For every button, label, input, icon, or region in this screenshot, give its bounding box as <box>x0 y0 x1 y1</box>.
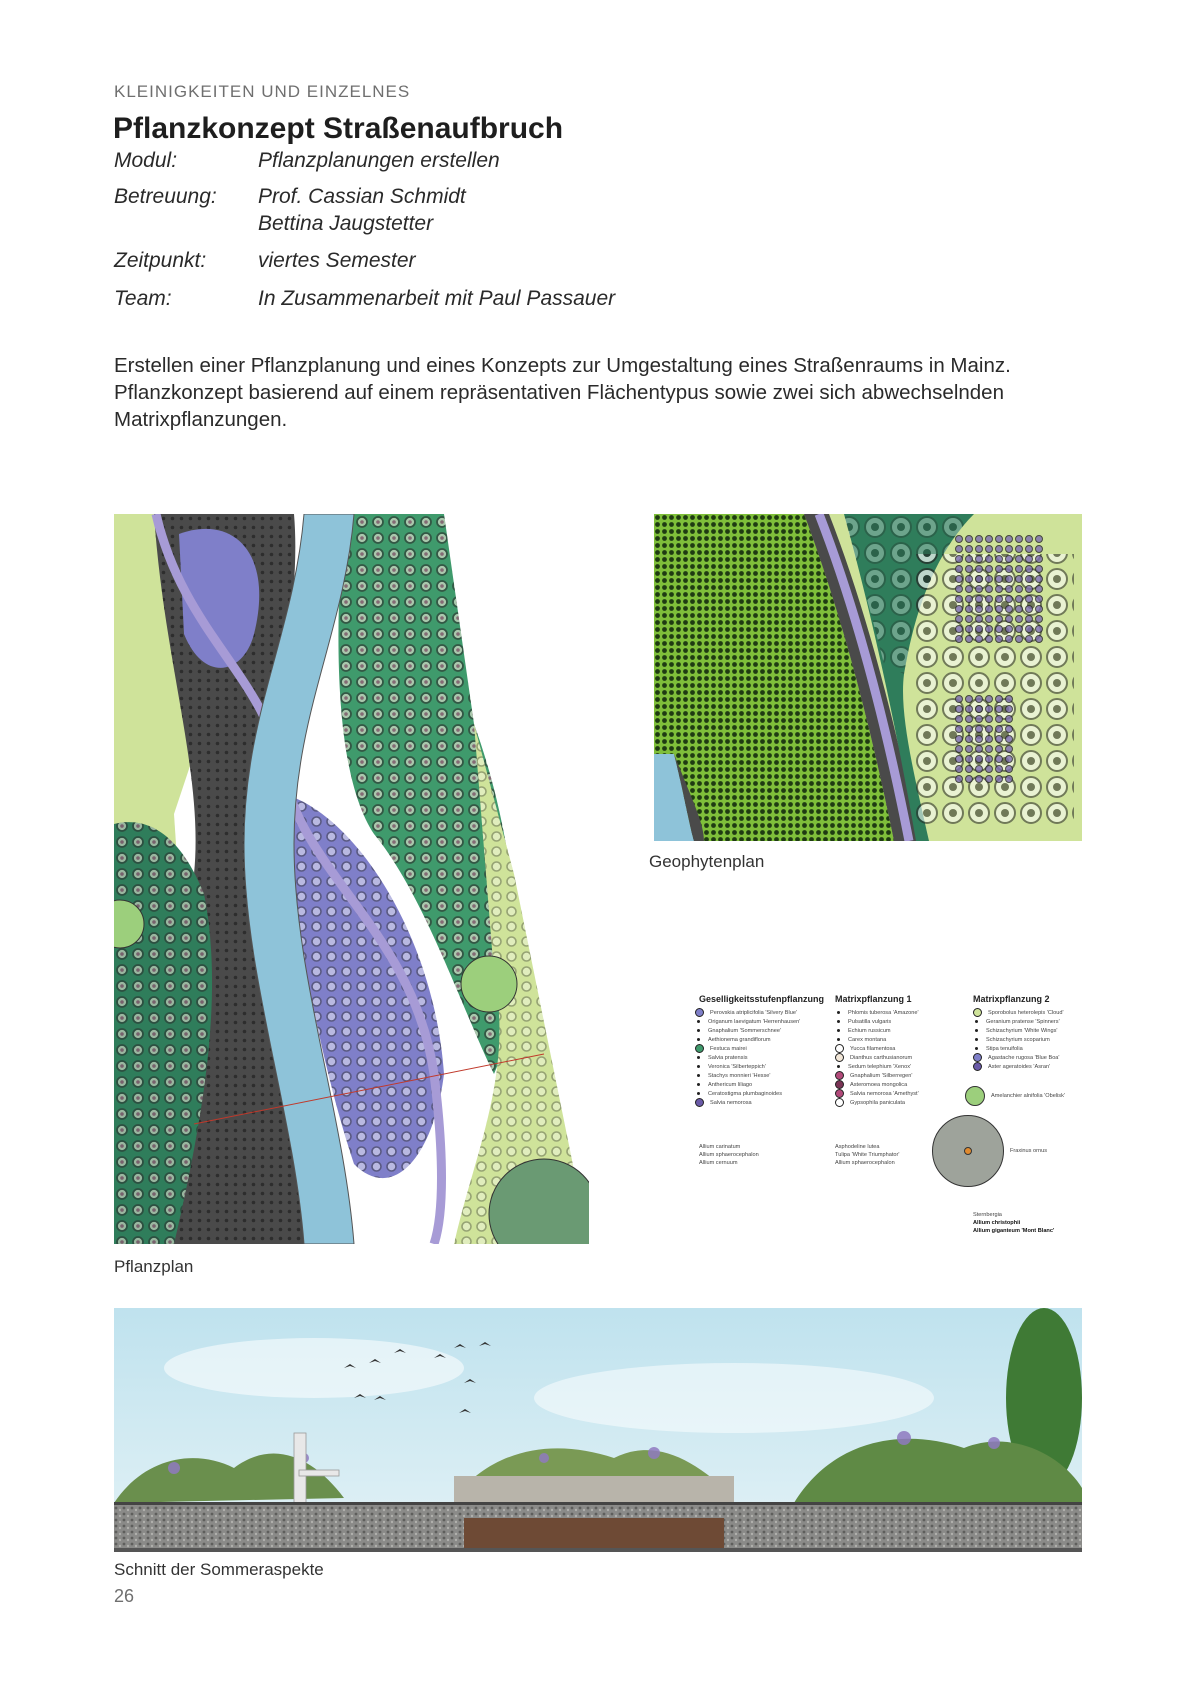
meta-key-zeitpunkt: Zeitpunkt: <box>114 249 207 272</box>
legend-item: Agastache rugosa 'Blue Boa' <box>973 1053 1064 1062</box>
legend-item: Perovskia atriplicifolia 'Silvery Blue' <box>695 1008 800 1017</box>
description: Erstellen einer Pflanzplanung und eines Konzepts zur Umgestaltung eines Straßenraums in Mainz. Pflanzkonzept basierend auf einem repräsentativen Flächentypus sowie zwei sich abwechselnden Matrixpflanzungen. <box>114 354 1011 431</box>
legend-item: Anthericum liliago <box>695 1080 800 1089</box>
legend-item: Aethionema grandiflorum <box>695 1035 800 1044</box>
plant-legend <box>695 990 1095 1240</box>
page-number: 26 <box>114 1586 135 1606</box>
legend-item: Asteromoea mongolica <box>835 1080 919 1089</box>
legend-item: Stachys monnieri 'Hesse' <box>695 1071 800 1080</box>
legend-item: Salvia nemorosa 'Amethyst' <box>835 1089 919 1098</box>
caption-plant-plan: Pflanzplan <box>114 1257 194 1276</box>
legend-item: Stipa tenuifolia <box>973 1044 1064 1053</box>
legend-tree-2: Fraxinus ornus <box>932 1115 1047 1187</box>
section-label: KLEINIGKEITEN UND EINZELNES <box>114 82 411 101</box>
plant-plan-image <box>114 514 589 1244</box>
legend-item: Origanum laevigatum 'Herrenhausen' <box>695 1017 800 1026</box>
caption-section: Schnitt der Sommeraspekte <box>114 1560 324 1579</box>
legend-item: Pulsatilla vulgaris <box>835 1017 919 1026</box>
meta-key-betreuung: Betreuung: <box>114 185 217 208</box>
legend-item: Echium russicum <box>835 1026 919 1035</box>
legend-item: Veronica 'Silberteppich' <box>695 1062 800 1071</box>
legend-tree-1: Amelanchier alnifolia 'Obelisk' <box>965 1086 1065 1106</box>
legend-head-geselligkeit: Geselligkeitsstufenpflanzung <box>699 994 825 1004</box>
meta-value-team: In Zusammenarbeit mit Paul Passauer <box>258 287 616 310</box>
legend-col2 <box>835 1008 919 1107</box>
geophyte-plan-image <box>654 514 1082 841</box>
legend-item: Schizachyrium scoparium <box>973 1035 1064 1044</box>
section-illustration <box>114 1308 1082 1552</box>
meta-value-betreuung-2: Bettina Jaugstetter <box>258 212 434 235</box>
meta-key-modul: Modul: <box>114 149 178 172</box>
legend-col3 <box>973 1008 1064 1071</box>
legend-item: Festuca mairei <box>695 1044 800 1053</box>
page-title: Pflanzkonzept Straßenaufbruch <box>113 112 564 145</box>
meta-value-modul: Pflanzplanungen erstellen <box>258 149 500 172</box>
legend-item: Gnaphalium 'Sommerschnee' <box>695 1026 800 1035</box>
legend-item: Salvia nemorosa <box>695 1098 800 1107</box>
legend-bulbs-3: Sternbergia Allium christophii Allium giganteum 'Mont Blanc' <box>973 1212 1055 1234</box>
legend-bulbs-1: Allium carinatum Allium sphaerocephalon Allium cernuum <box>699 1144 759 1166</box>
legend-head-matrix2: Matrixpflanzung 2 <box>973 994 1050 1004</box>
legend-bulbs-2: Asphodeline lutea Tulipa 'White Triumphator' Allium sphaerocephalon <box>835 1144 900 1166</box>
legend-item: Aster ageratoides 'Asran' <box>973 1062 1064 1071</box>
legend-item: Salvia pratensis <box>695 1053 800 1062</box>
meta-value-betreuung-1: Prof. Cassian Schmidt <box>258 185 466 208</box>
meta-value-zeitpunkt: viertes Semester <box>258 249 416 272</box>
legend-item: Sporobolus heterolepis 'Cloud' <box>973 1008 1064 1017</box>
legend-item: Phlomis tuberosa 'Amazone' <box>835 1008 919 1017</box>
legend-item: Geranium pratense 'Spinners' <box>973 1017 1064 1026</box>
legend-item: Carex montana <box>835 1035 919 1044</box>
legend-item: Dianthus carthusianorum <box>835 1053 919 1062</box>
legend-item: Schizachyrium 'White Wings' <box>973 1026 1064 1035</box>
legend-item: Gnaphalium 'Silberregen' <box>835 1071 919 1080</box>
legend-col1 <box>695 1008 800 1107</box>
legend-item: Gypsophila paniculata <box>835 1098 919 1107</box>
legend-item: Sedum telephium 'Xenox' <box>835 1062 919 1071</box>
legend-item: Ceratostigma plumbaginoides <box>695 1089 800 1098</box>
legend-head-matrix1: Matrixpflanzung 1 <box>835 994 912 1004</box>
legend-item: Yucca filamentosa <box>835 1044 919 1053</box>
caption-geophyten: Geophytenplan <box>649 852 765 871</box>
meta-key-team: Team: <box>114 287 172 310</box>
